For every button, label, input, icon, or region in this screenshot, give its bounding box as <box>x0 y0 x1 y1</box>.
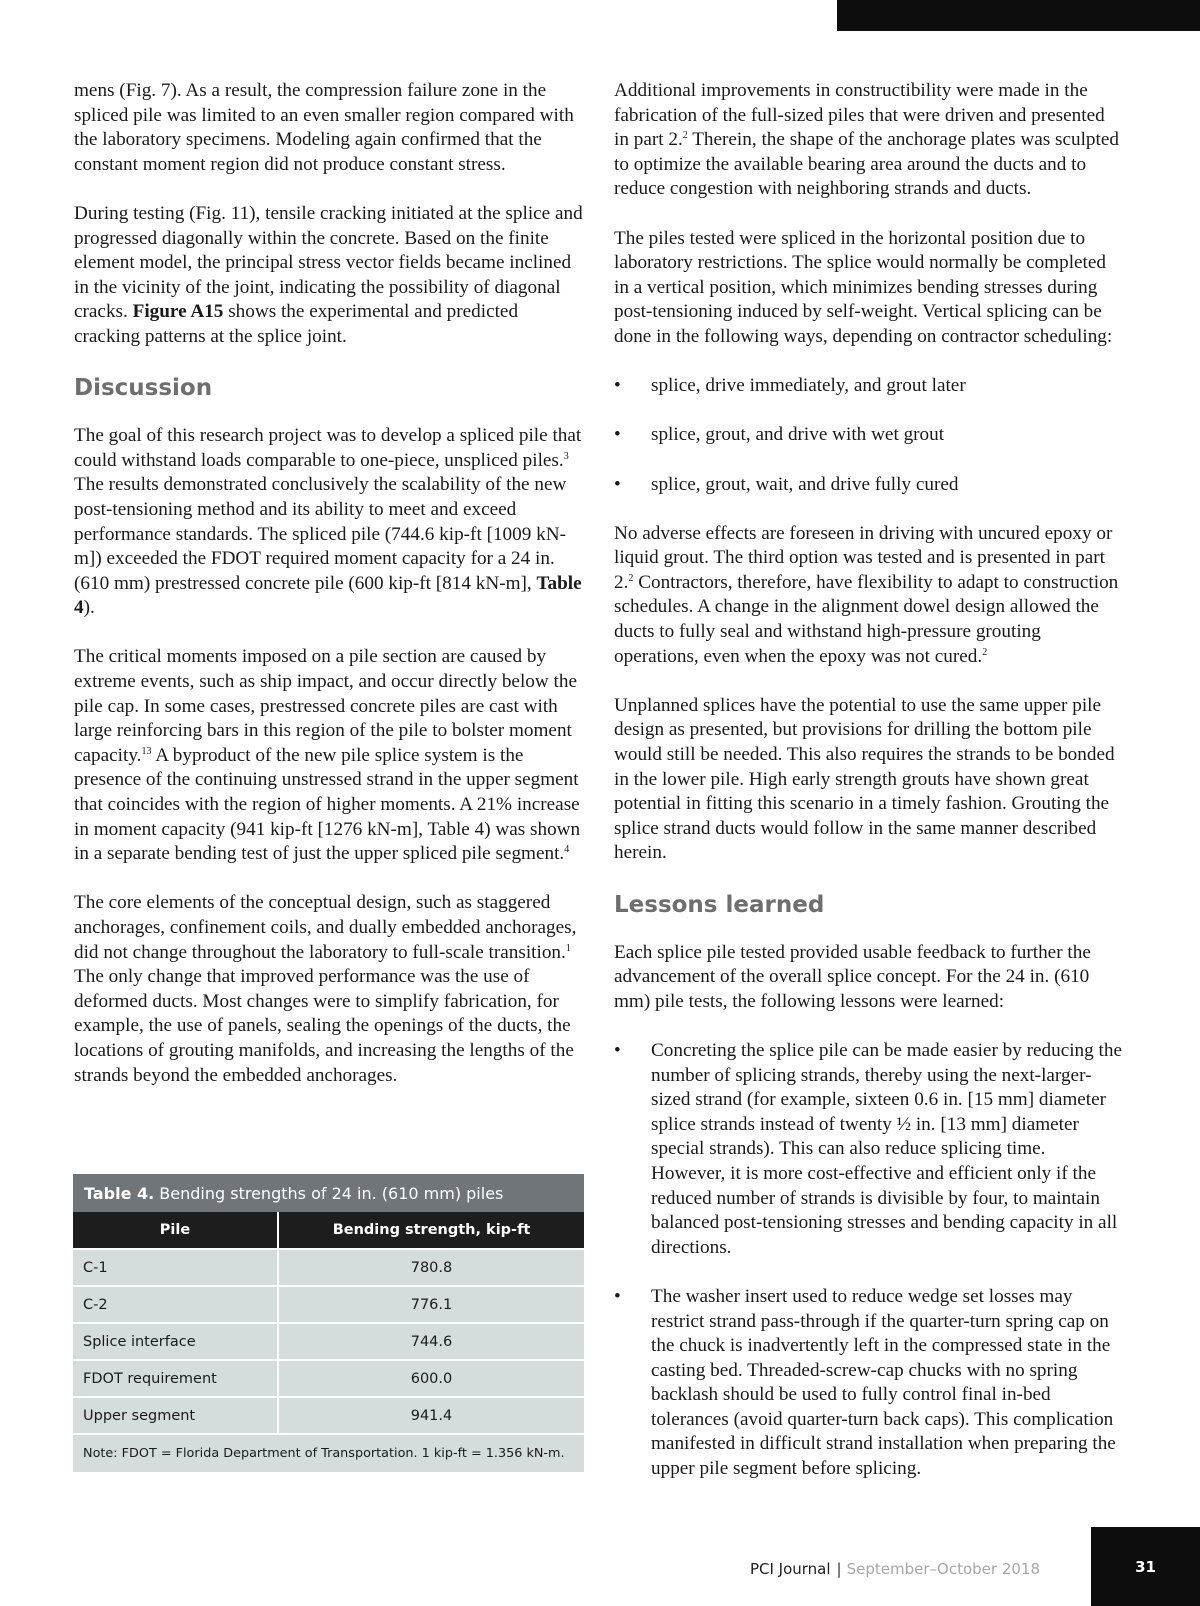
page-number-box <box>1091 1527 1200 1606</box>
table-row <box>73 1323 584 1360</box>
table-row <box>73 1249 584 1286</box>
table-reference: Table 4 <box>74 572 582 619</box>
citation: 13 <box>141 745 152 757</box>
table-row <box>73 1286 584 1323</box>
journal-name: PCI Journal <box>749 1560 831 1578</box>
paragraph: During testing (Fig. 11), tensile cracking initiated at the splice and progressed diagonally within the concrete. Based on the finite element model, the principal stress vector fields became inclined in the vicinity of the joint, indicating the possibility of diagonal cracks. Figure A15 shows the experimental and predicted cracking patterns at the splice joint. <box>74 202 583 347</box>
citation: 1 <box>565 942 571 954</box>
table-row <box>73 1360 584 1397</box>
citation: 2 <box>982 646 988 658</box>
paragraph: Additional improvements in constructibility were made in the fabrication of the full-sized piles that were driven and presented in part 2.$^2$ Therein, the shape of the anchorage plates was sculpted to optimize the available bearing area around the ducts and to reduce congestion with neighboring strands and ducts. <box>614 80 1119 200</box>
column-header-bending-strength: Bending strength, kip-ft <box>278 1212 584 1249</box>
citation: 2 <box>682 130 688 142</box>
table-cell-pile: C-2 <box>73 1286 278 1323</box>
splicing-options-list <box>614 374 1124 497</box>
table-cell-pile: FDOT requirement <box>73 1360 278 1397</box>
paragraph: mens (Fig. 7). As a result, the compression failure zone in the spliced pile was limited to an even smaller region compared with the laboratory specimens. Modeling again confirmed that the constant moment region did not produce constant stress. <box>74 80 574 175</box>
page-footer <box>750 1560 1040 1578</box>
paragraph: The critical moments imposed on a pile section are caused by extreme events, such as ship impact, and occur directly below the pile cap. In some cases, prestressed concrete piles are cast with large reinforcing bars in this region of the pile to bolster moment capacity.$^{13}$ A byproduct of the new pile splice system is the presence of the continuing unstressed strand in the upper segment that coincides with the region of higher moments. A 21% increase in moment capacity (941 kip-ft [1276 kN-m], Table 4) was shown in a separate bending test of just the upper spliced pile segment.$^4$ <box>74 646 581 865</box>
table-cell-pile: C-1 <box>73 1249 278 1286</box>
section-heading-lessons-learned: Lessons learned <box>614 891 825 918</box>
citation: 2 <box>628 572 634 584</box>
list-item: • Concreting the splice pile can be made easier by reducing the number of splicing strands, thereby using the next-larger-sized strand (for example, sixteen 0.6 in. [15 mm] diameter splice strands instead of twenty ½ in. [13 mm] diameter special strands). This can also reduce splicing time. However, it is more cost-effective and efficient only if the reduced number of strands is divisible by four, to maintain balanced post-tensioning stresses and bending capacity in all directions. <box>614 1039 1124 1260</box>
citation: 3 <box>563 450 569 462</box>
right-column <box>614 79 1124 1506</box>
paragraph: The piles tested were spliced in the horizontal position due to laboratory restrictions. The splice would normally be completed in a vertical position, which minimizes bending stresses during post-tensioning induced by self-weight. Vertical splicing can be done in the following ways, depending on contractor scheduling: <box>614 227 1113 347</box>
table-cell-pile: Upper segment <box>73 1397 278 1434</box>
paragraph: No adverse effects are foreseen in driving with uncured epoxy or liquid grout. The third option was tested and is presented in part 2.$^2$ Contractors, therefore, have flexibility to adapt to construction schedules. A change in the alignment dowel design allowed the ducts to fully seal and withstand high-pressure grouting operations, even when the epoxy was not cured.$^2$ <box>614 522 1119 667</box>
column-header-pile: Pile <box>73 1212 278 1249</box>
table-cell-strength: 600.0 <box>278 1360 584 1397</box>
paragraph: Unplanned splices have the potential to use the same upper pile design as presented, but provisions for drilling the bottom pile would still be needed. This also requires the strands to be bonded in the lower pile. High early strength grouts have shown great potential in fitting this scenario in a timely fashion. Grouting the splice strand ducts would follow in the same manner described herein. <box>614 694 1115 864</box>
table-cell-pile: Splice interface <box>73 1323 278 1360</box>
list-item: • splice, drive immediately, and grout later <box>614 374 1124 399</box>
section-heading-discussion: Discussion <box>74 375 213 402</box>
table-cell-strength: 941.4 <box>278 1397 584 1434</box>
list-item: • splice, grout, wait, and drive fully cured <box>614 473 1124 498</box>
list-item: • splice, grout, and drive with wet grout <box>614 423 1124 448</box>
paragraph: Each splice pile tested provided usable feedback to further the advancement of the overall splice concept. For the 24 in. (610 mm) pile tests, the following lessons were learned: <box>614 941 1091 1012</box>
page-number: 31 <box>1135 1557 1156 1576</box>
table-cell-strength: 744.6 <box>278 1323 584 1360</box>
table-cell-strength: 776.1 <box>278 1286 584 1323</box>
table-cell-strength: 780.8 <box>278 1249 584 1286</box>
citation: 4 <box>564 844 570 856</box>
lessons-list <box>614 1039 1124 1482</box>
top-black-bar <box>837 0 1200 31</box>
footer-separator: | <box>836 1560 842 1578</box>
bending-strength-table <box>73 1174 584 1472</box>
paragraph: The core elements of the conceptual design, such as staggered anchorages, confinement coils, and dually embedded anchorages, did not change throughout the laboratory to full-scale transition.$^1$ The only change that improved performance was the use of deformed ducts. Most changes were to simplify fabrication, for example, the use of panels, sealing the openings of the ducts, the locations of grouting manifolds, and increasing the lengths of the strands beyond the embedded anchorages. <box>74 892 577 1086</box>
table-caption: Table 4. Bending strengths of 24 in. (610 mm) piles <box>73 1174 584 1212</box>
paragraph: The goal of this research project was to develop a spliced pile that could withstand loads comparable to one-piece, unspliced piles.$^3$ The results demonstrated conclusively the scalability of the new post-tensioning method and its ability to meet and exceed performance standards. The spliced pile (744.6 kip-ft [1009 kN-m]) exceeded the FDOT required moment capacity for a 24 in. (610 mm) prestressed concrete pile (600 kip-ft [814 kN-m], Table 4). <box>74 425 582 619</box>
list-item: • The washer insert used to reduce wedge set losses may restrict strand pass-through if the quarter-turn spring cap on the chuck is inadvertently left in the compressed state in the casting bed. Threaded-screw-cap chucks with no spring backlash should be used to fully control final in-bed tolerances (avoid quarter-turn back caps). This complication manifested in difficult strand installation when preparing the upper pile segment before splicing. <box>614 1285 1124 1482</box>
figure-reference: Figure A15 <box>132 301 224 323</box>
table-note: Note: FDOT = Florida Department of Transportation. 1 kip-ft = 1.356 kN-m. <box>73 1434 584 1472</box>
table-row <box>73 1397 584 1434</box>
issue-date: September–October 2018 <box>846 1560 1040 1578</box>
left-column <box>74 79 584 1113</box>
